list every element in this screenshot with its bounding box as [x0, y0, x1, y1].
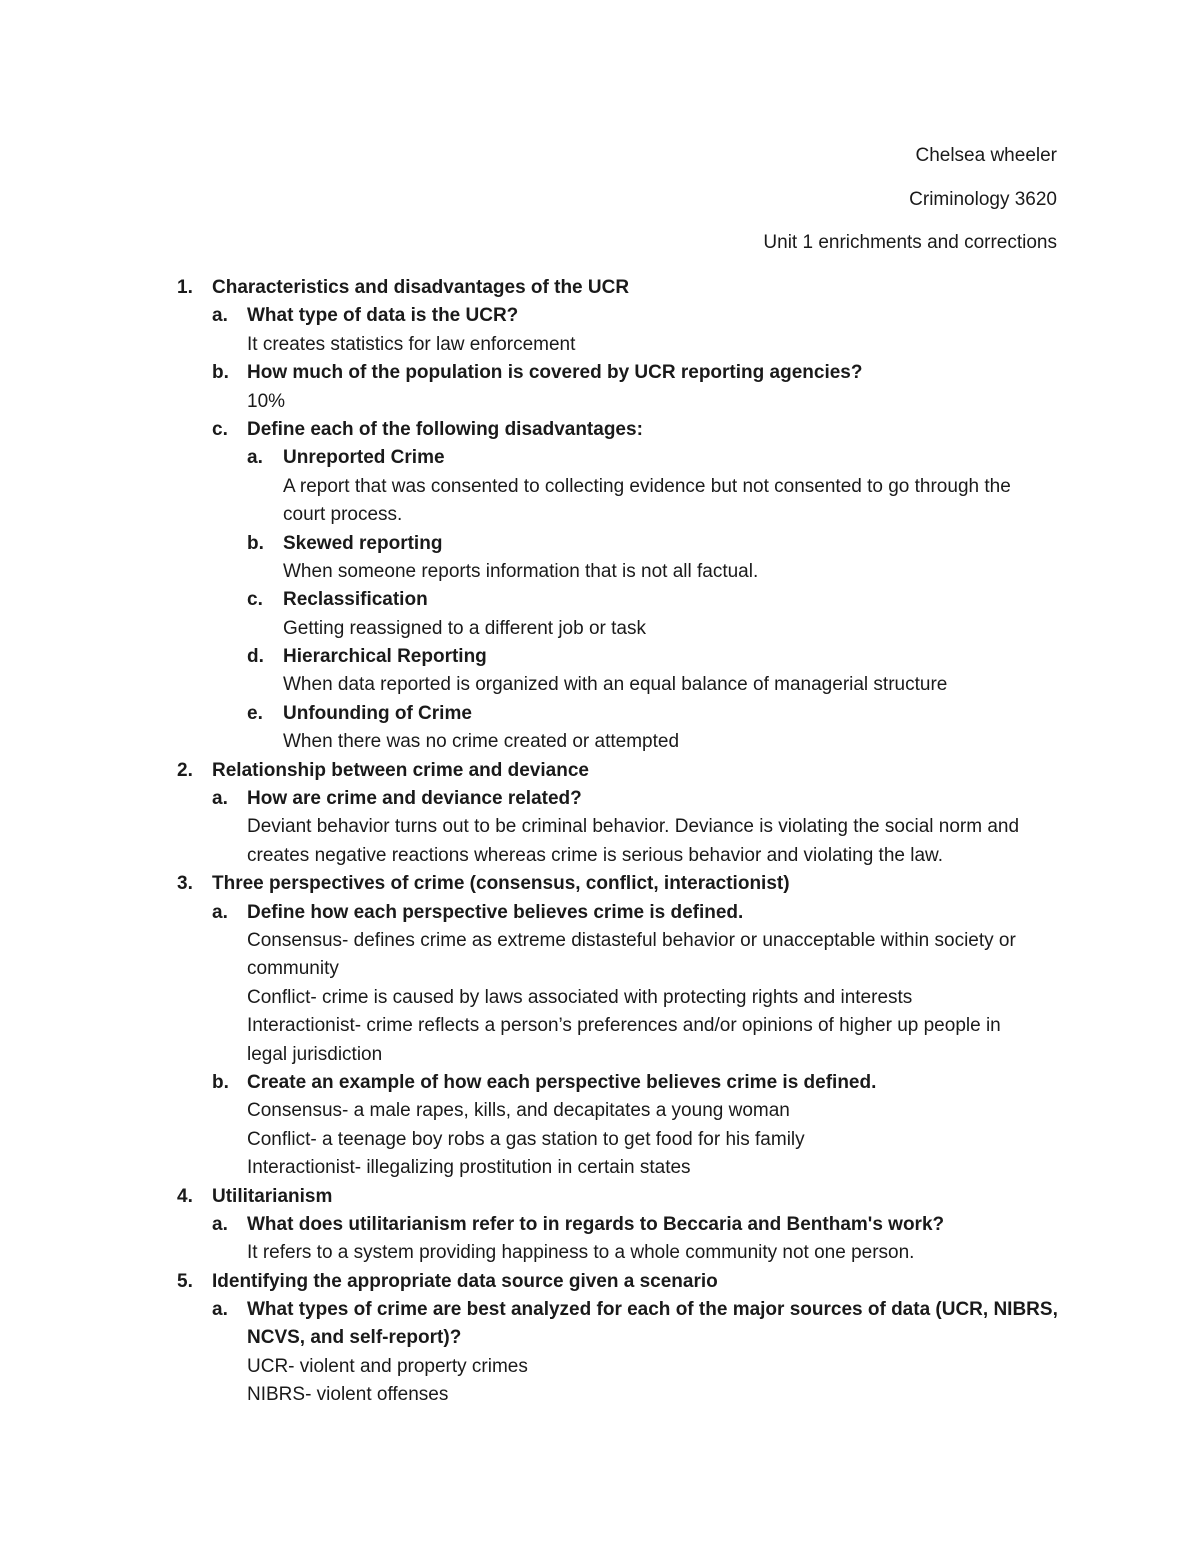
term: Unreported Crime: [283, 447, 445, 469]
question: What types of crime are best analyzed for each of the major sources of data (UCR, NIBRS,: [247, 1299, 1058, 1321]
item-number: 3.: [177, 873, 193, 895]
question: How much of the population is covered by UCR reporting agencies?: [247, 362, 863, 384]
question: How are crime and deviance related?: [247, 788, 582, 810]
answer-line: [0, 501, 1200, 529]
item-number: 2.: [177, 759, 193, 781]
answer-text: Deviant behavior turns out to be criminal behavior. Deviance is violating the social norm and: [247, 816, 1020, 838]
section-heading: Relationship between crime and deviance: [212, 759, 589, 781]
question-continuation: [0, 1324, 1200, 1352]
item-letter: b.: [212, 362, 229, 384]
answer-line: [0, 1381, 1200, 1409]
question: Create an example of how each perspective believes crime is defined.: [247, 1071, 877, 1093]
answer-text: It creates statistics for law enforcement: [247, 333, 576, 355]
outline-list: [0, 274, 1200, 1410]
answer-text: When there was no crime created or attempted: [283, 731, 680, 753]
item-letter: e.: [247, 702, 263, 724]
answer-text: Consensus- a male rapes, kills, and decapitates a young woman: [247, 1100, 790, 1122]
answer-text: creates negative reactions whereas crime is serious behavior and violating the law.: [247, 844, 943, 866]
answer-text: Conflict- crime is caused by laws associated with protecting rights and interests: [247, 986, 913, 1008]
list-item: [0, 530, 1200, 558]
answer-line: [0, 331, 1200, 359]
question: Define how each perspective believes crime is defined.: [247, 901, 744, 923]
answer-line: [0, 728, 1200, 756]
course-name: Criminology 3620: [909, 189, 1057, 210]
list-item: [0, 586, 1200, 614]
answer-text: A report that was consented to collecting evidence but not consented to go through the: [283, 475, 1011, 497]
list-item: [0, 700, 1200, 728]
answer-text: court process.: [283, 504, 403, 526]
list-item: [0, 870, 1200, 898]
answer-text: 10%: [247, 390, 286, 412]
answer-line: [0, 1097, 1200, 1125]
term: Reclassification: [283, 589, 428, 611]
question: What type of data is the UCR?: [247, 305, 519, 327]
list-item: [0, 1183, 1200, 1211]
list-item: [0, 1268, 1200, 1296]
answer-text: Consensus- defines crime as extreme distasteful behavior or unacceptable within society or: [247, 929, 1016, 951]
answer-text: UCR- violent and property crimes: [247, 1355, 528, 1377]
answer-text: NIBRS- violent offenses: [247, 1384, 449, 1406]
question: NCVS, and self-report)?: [247, 1327, 462, 1349]
answer-text: community: [247, 958, 339, 980]
answer-text: legal jurisdiction: [247, 1043, 383, 1065]
answer-line: [0, 558, 1200, 586]
answer-text: It refers to a system providing happiness to a whole community not one person.: [247, 1242, 915, 1264]
term: Unfounding of Crime: [283, 702, 472, 724]
item-letter: a.: [212, 1213, 228, 1235]
document-title: Unit 1 enrichments and corrections: [763, 232, 1057, 253]
list-item: [0, 274, 1200, 302]
list-item: [0, 359, 1200, 387]
item-letter: a.: [212, 305, 228, 327]
answer-line: [0, 671, 1200, 699]
answer-text: When someone reports information that is not all factual.: [283, 560, 759, 582]
answer-line: [0, 473, 1200, 501]
answer-line: [0, 984, 1200, 1012]
answer-line: [0, 1012, 1200, 1040]
author-name: Chelsea wheeler: [915, 145, 1057, 166]
answer-text: Interactionist- illegalizing prostitution in certain states: [247, 1157, 691, 1179]
answer-line: [0, 842, 1200, 870]
question: What does utilitarianism refer to in regards to Beccaria and Bentham's work?: [247, 1213, 945, 1235]
section-heading: Three perspectives of crime (consensus, conflict, interactionist): [212, 873, 790, 895]
list-item: [0, 444, 1200, 472]
item-number: 1.: [177, 277, 193, 298]
list-item: [0, 1211, 1200, 1239]
section-heading: Utilitarianism: [212, 1185, 333, 1207]
item-letter: b.: [247, 532, 264, 554]
section-heading: Characteristics and disadvantages of the UCR: [212, 277, 630, 298]
answer-text: Interactionist- crime reflects a person’s preferences and/or opinions of higher up people in: [247, 1015, 1001, 1037]
term: Skewed reporting: [283, 532, 443, 554]
answer-line: [0, 1126, 1200, 1154]
list-item: [0, 1296, 1200, 1324]
item-letter: b.: [212, 1071, 229, 1093]
list-item: [0, 643, 1200, 671]
section-heading: Identifying the appropriate data source given a scenario: [212, 1270, 718, 1292]
item-letter: a.: [212, 901, 228, 923]
answer-line: [0, 388, 1200, 416]
answer-line: [0, 1239, 1200, 1267]
list-item: [0, 899, 1200, 927]
answer-text: Conflict- a teenage boy robs a gas station to get food for his family: [247, 1128, 805, 1150]
answer-text: Getting reassigned to a different job or task: [283, 617, 646, 639]
item-letter: d.: [247, 646, 264, 668]
list-item: [0, 1069, 1200, 1097]
item-letter: a.: [212, 788, 228, 810]
list-item: [0, 302, 1200, 330]
item-number: 4.: [177, 1185, 193, 1207]
answer-line: [0, 615, 1200, 643]
item-letter: c.: [212, 418, 228, 440]
item-letter: c.: [247, 589, 263, 611]
question: Define each of the following disadvantages:: [247, 418, 643, 440]
answer-line: [0, 955, 1200, 983]
answer-line: [0, 813, 1200, 841]
item-letter: a.: [247, 447, 263, 469]
answer-line: [0, 1353, 1200, 1381]
answer-line: [0, 927, 1200, 955]
list-item: [0, 757, 1200, 785]
answer-line: [0, 1154, 1200, 1182]
answer-text: When data reported is organized with an equal balance of managerial structure: [283, 674, 948, 696]
item-letter: a.: [212, 1299, 228, 1321]
list-item: [0, 416, 1200, 444]
term: Hierarchical Reporting: [283, 646, 487, 668]
item-number: 5.: [177, 1270, 193, 1292]
list-item: [0, 785, 1200, 813]
answer-line: [0, 1041, 1200, 1069]
